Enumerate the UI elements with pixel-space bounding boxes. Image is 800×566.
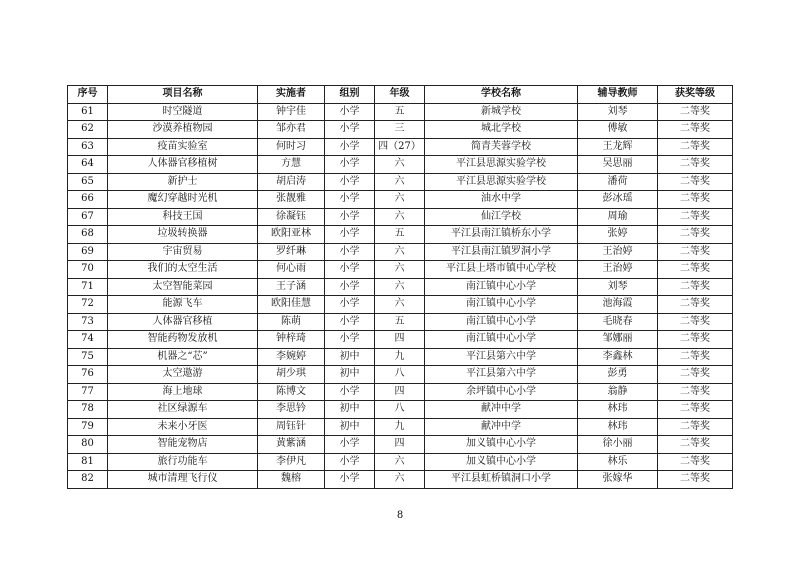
cell-serial: 70 (68, 261, 108, 279)
cell-group: 小学 (325, 436, 375, 454)
cell-implementer: 李婉婷 (258, 348, 325, 366)
cell-serial: 73 (68, 313, 108, 331)
cell-teacher: 潘荷 (578, 173, 658, 191)
cell-serial: 68 (68, 226, 108, 244)
cell-implementer: 陈博文 (258, 383, 325, 401)
cell-project-name: 海上地球 (108, 383, 258, 401)
cell-group: 小学 (325, 383, 375, 401)
cell-implementer: 周钰针 (258, 418, 325, 436)
cell-award-level: 二等奖 (658, 366, 733, 384)
cell-award-level: 二等奖 (658, 453, 733, 471)
cell-serial: 65 (68, 173, 108, 191)
cell-project-name: 新护士 (108, 173, 258, 191)
header-award-level: 获奖等级 (658, 86, 733, 104)
cell-teacher: 吴思丽 (578, 156, 658, 174)
cell-project-name: 科技王国 (108, 208, 258, 226)
cell-serial: 81 (68, 453, 108, 471)
cell-implementer: 陈萌 (258, 313, 325, 331)
cell-teacher: 张嫁华 (578, 471, 658, 489)
cell-grade: 六 (375, 296, 425, 314)
cell-group: 小学 (325, 313, 375, 331)
cell-award-level: 二等奖 (658, 121, 733, 139)
cell-project-name: 旅行功能车 (108, 453, 258, 471)
cell-implementer: 李伊凡 (258, 453, 325, 471)
cell-group: 小学 (325, 331, 375, 349)
table-row (68, 453, 733, 471)
cell-group: 小学 (325, 261, 375, 279)
cell-serial: 63 (68, 138, 108, 156)
cell-group: 小学 (325, 156, 375, 174)
cell-school-name: 新城学校 (425, 103, 578, 121)
table-row (68, 418, 733, 436)
cell-teacher: 林玮 (578, 418, 658, 436)
cell-teacher: 刘琴 (578, 278, 658, 296)
cell-award-level: 二等奖 (658, 436, 733, 454)
table-row (68, 243, 733, 261)
cell-grade: 八 (375, 366, 425, 384)
cell-project-name: 宇宙贸易 (108, 243, 258, 261)
cell-teacher: 张婷 (578, 226, 658, 244)
table-row (68, 296, 733, 314)
cell-project-name: 沙漠养植物园 (108, 121, 258, 139)
table-row (68, 348, 733, 366)
table-row (68, 471, 733, 489)
cell-school-name: 南江镇中心小学 (425, 313, 578, 331)
cell-group: 小学 (325, 471, 375, 489)
cell-serial: 72 (68, 296, 108, 314)
cell-award-level: 二等奖 (658, 278, 733, 296)
cell-teacher: 王治婷 (578, 261, 658, 279)
header-group: 组别 (325, 86, 375, 104)
cell-school-name: 余坪镇中心小学 (425, 383, 578, 401)
cell-teacher: 周瑜 (578, 208, 658, 226)
cell-school-name: 加义镇中心小学 (425, 436, 578, 454)
header-project-name: 项目名称 (108, 86, 258, 104)
cell-implementer: 钟宇佳 (258, 103, 325, 121)
cell-group: 小学 (325, 243, 375, 261)
cell-implementer: 方慧 (258, 156, 325, 174)
cell-grade: 六 (375, 243, 425, 261)
cell-grade: 四 (375, 383, 425, 401)
cell-teacher: 傅敏 (578, 121, 658, 139)
cell-grade: 四 (375, 436, 425, 454)
table-row (68, 261, 733, 279)
cell-school-name: 平江县思源实验学校 (425, 173, 578, 191)
cell-group: 初中 (325, 401, 375, 419)
header-teacher: 辅导教师 (578, 86, 658, 104)
cell-group: 小学 (325, 173, 375, 191)
cell-serial: 75 (68, 348, 108, 366)
cell-implementer: 王子涵 (258, 278, 325, 296)
cell-group: 初中 (325, 418, 375, 436)
cell-teacher: 李鑫林 (578, 348, 658, 366)
cell-serial: 79 (68, 418, 108, 436)
cell-teacher: 林乐 (578, 453, 658, 471)
cell-award-level: 二等奖 (658, 261, 733, 279)
cell-grade: 三 (375, 121, 425, 139)
table-row (68, 103, 733, 121)
cell-grade: 五 (375, 226, 425, 244)
cell-implementer: 罗纤琳 (258, 243, 325, 261)
cell-teacher: 池海霞 (578, 296, 658, 314)
table-row (68, 226, 733, 244)
cell-school-name: 平江县上塔市镇中心学校 (425, 261, 578, 279)
cell-award-level: 二等奖 (658, 173, 733, 191)
cell-project-name: 时空隧道 (108, 103, 258, 121)
header-school-name: 学校名称 (425, 86, 578, 104)
cell-award-level: 二等奖 (658, 296, 733, 314)
cell-implementer: 邹亦君 (258, 121, 325, 139)
cell-group: 小学 (325, 278, 375, 296)
cell-project-name: 机器之“芯” (108, 348, 258, 366)
cell-implementer: 魏榕 (258, 471, 325, 489)
table-row (68, 121, 733, 139)
cell-project-name: 魔幻穿越时光机 (108, 191, 258, 209)
cell-group: 初中 (325, 348, 375, 366)
cell-serial: 78 (68, 401, 108, 419)
cell-school-name: 仙江学校 (425, 208, 578, 226)
table-row (68, 383, 733, 401)
cell-project-name: 智能药物发放机 (108, 331, 258, 349)
cell-implementer: 欧阳亚林 (258, 226, 325, 244)
cell-project-name: 能源飞车 (108, 296, 258, 314)
cell-serial: 64 (68, 156, 108, 174)
cell-implementer: 黄紫涵 (258, 436, 325, 454)
cell-grade: 六 (375, 191, 425, 209)
cell-award-level: 二等奖 (658, 243, 733, 261)
cell-award-level: 二等奖 (658, 471, 733, 489)
cell-implementer: 张靓雅 (258, 191, 325, 209)
cell-implementer: 胡启涛 (258, 173, 325, 191)
cell-group: 小学 (325, 103, 375, 121)
table-row (68, 331, 733, 349)
cell-school-name: 平江县南江镇罗洞小学 (425, 243, 578, 261)
header-serial: 序号 (68, 86, 108, 104)
cell-implementer: 何心雨 (258, 261, 325, 279)
cell-serial: 66 (68, 191, 108, 209)
cell-group: 小学 (325, 296, 375, 314)
cell-school-name: 南江镇中心小学 (425, 331, 578, 349)
cell-teacher: 彭勇 (578, 366, 658, 384)
cell-grade: 六 (375, 173, 425, 191)
cell-project-name: 我们的太空生活 (108, 261, 258, 279)
cell-teacher: 徐小丽 (578, 436, 658, 454)
cell-grade: 六 (375, 278, 425, 296)
table-row (68, 191, 733, 209)
cell-award-level: 二等奖 (658, 156, 733, 174)
cell-grade: 四 (375, 331, 425, 349)
cell-award-level: 二等奖 (658, 226, 733, 244)
cell-school-name: 简青芙蓉学校 (425, 138, 578, 156)
cell-award-level: 二等奖 (658, 138, 733, 156)
cell-implementer: 李思钤 (258, 401, 325, 419)
cell-serial: 67 (68, 208, 108, 226)
cell-group: 小学 (325, 138, 375, 156)
cell-project-name: 人体器官移植树 (108, 156, 258, 174)
table-header-row (68, 86, 733, 104)
cell-award-level: 二等奖 (658, 208, 733, 226)
cell-project-name: 智能宠物店 (108, 436, 258, 454)
cell-award-level: 二等奖 (658, 418, 733, 436)
cell-school-name: 平江县第六中学 (425, 348, 578, 366)
table-body (68, 103, 733, 488)
cell-school-name: 平江县思源实验学校 (425, 156, 578, 174)
header-implementer: 实施者 (258, 86, 325, 104)
cell-school-name: 油水中学 (425, 191, 578, 209)
cell-implementer: 何时习 (258, 138, 325, 156)
cell-project-name: 社区绿源车 (108, 401, 258, 419)
cell-project-name: 人体器官移植 (108, 313, 258, 331)
cell-teacher: 王龙辉 (578, 138, 658, 156)
cell-project-name: 太空智能菜园 (108, 278, 258, 296)
cell-teacher: 翁静 (578, 383, 658, 401)
cell-grade: 六 (375, 471, 425, 489)
cell-teacher: 毛晓春 (578, 313, 658, 331)
cell-grade: 五 (375, 103, 425, 121)
cell-teacher: 邹娜丽 (578, 331, 658, 349)
cell-school-name: 平江县虹桥镇洞口小学 (425, 471, 578, 489)
cell-implementer: 胡少琪 (258, 366, 325, 384)
cell-award-level: 二等奖 (658, 313, 733, 331)
cell-grade: 五 (375, 313, 425, 331)
cell-project-name: 疫苗实验室 (108, 138, 258, 156)
cell-grade: 四（27） (375, 138, 425, 156)
table-row (68, 436, 733, 454)
table-row (68, 138, 733, 156)
cell-implementer: 钟梓琦 (258, 331, 325, 349)
cell-serial: 69 (68, 243, 108, 261)
cell-grade: 八 (375, 401, 425, 419)
cell-project-name: 太空遨游 (108, 366, 258, 384)
cell-grade: 六 (375, 261, 425, 279)
cell-award-level: 二等奖 (658, 348, 733, 366)
header-grade: 年级 (375, 86, 425, 104)
cell-award-level: 二等奖 (658, 331, 733, 349)
cell-serial: 76 (68, 366, 108, 384)
cell-implementer: 徐凝钰 (258, 208, 325, 226)
cell-serial: 71 (68, 278, 108, 296)
cell-school-name: 城北学校 (425, 121, 578, 139)
cell-group: 小学 (325, 453, 375, 471)
table-row (68, 313, 733, 331)
table-row (68, 401, 733, 419)
cell-grade: 九 (375, 348, 425, 366)
cell-implementer: 欧阳佳慧 (258, 296, 325, 314)
cell-school-name: 南江镇中心小学 (425, 296, 578, 314)
cell-grade: 六 (375, 453, 425, 471)
cell-school-name: 献冲中学 (425, 418, 578, 436)
cell-group: 小学 (325, 226, 375, 244)
cell-grade: 六 (375, 208, 425, 226)
cell-project-name: 垃圾转换器 (108, 226, 258, 244)
table-row (68, 173, 733, 191)
cell-group: 小学 (325, 191, 375, 209)
cell-serial: 61 (68, 103, 108, 121)
cell-school-name: 献冲中学 (425, 401, 578, 419)
cell-serial: 77 (68, 383, 108, 401)
page-number: 8 (396, 510, 404, 521)
table-row (68, 208, 733, 226)
cell-school-name: 平江县南江镇桥东小学 (425, 226, 578, 244)
cell-award-level: 二等奖 (658, 103, 733, 121)
cell-award-level: 二等奖 (658, 401, 733, 419)
cell-serial: 80 (68, 436, 108, 454)
cell-serial: 62 (68, 121, 108, 139)
table-row (68, 366, 733, 384)
awards-table (67, 85, 733, 489)
cell-award-level: 二等奖 (658, 383, 733, 401)
cell-school-name: 平江县第六中学 (425, 366, 578, 384)
cell-teacher: 王治婷 (578, 243, 658, 261)
cell-group: 小学 (325, 121, 375, 139)
cell-project-name: 未来小牙医 (108, 418, 258, 436)
cell-serial: 82 (68, 471, 108, 489)
table-row (68, 156, 733, 174)
cell-teacher: 林玮 (578, 401, 658, 419)
cell-project-name: 城市清理飞行仪 (108, 471, 258, 489)
cell-school-name: 加义镇中心小学 (425, 453, 578, 471)
cell-serial: 74 (68, 331, 108, 349)
cell-school-name: 南江镇中心小学 (425, 278, 578, 296)
cell-grade: 六 (375, 156, 425, 174)
cell-teacher: 彭冰瑶 (578, 191, 658, 209)
cell-group: 初中 (325, 366, 375, 384)
cell-award-level: 二等奖 (658, 191, 733, 209)
cell-teacher: 刘琴 (578, 103, 658, 121)
cell-group: 小学 (325, 208, 375, 226)
table-row (68, 278, 733, 296)
cell-grade: 九 (375, 418, 425, 436)
